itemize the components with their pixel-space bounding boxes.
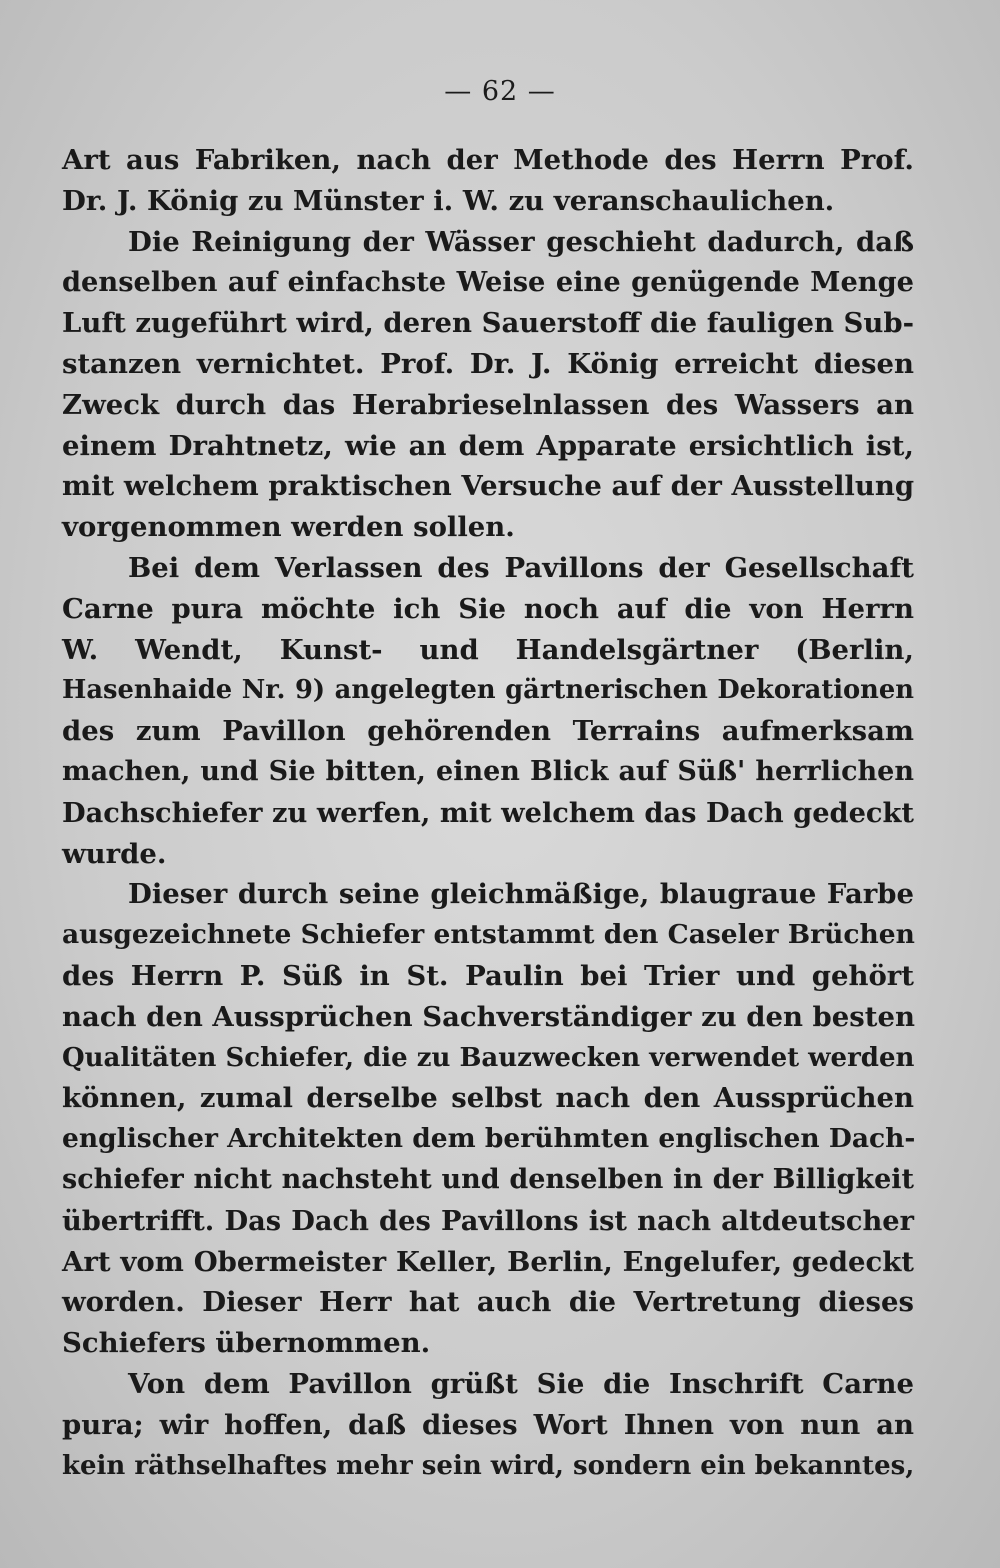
- text-line: vorgenommen werden sollen.: [62, 511, 515, 544]
- text-line: Die Reinigung der Wässer geschieht dadurch, daß: [128, 225, 914, 258]
- text-line: kein räthselhaftes mehr sein wird, sondern ein bekanntes,: [62, 1450, 915, 1481]
- text-line: des Herrn P. Süß in St. Paulin bei Trier und gehört: [62, 959, 914, 992]
- paragraph: [62, 140, 914, 222]
- paragraph: [62, 1364, 914, 1486]
- text-line: mit welchem praktischen Versuche auf der Ausstellung: [62, 470, 915, 503]
- text-line: machen, und Sie bitten, einen Blick auf Süß' herrlichen: [62, 755, 914, 787]
- text-line: Schiefers übernommen.: [62, 1327, 431, 1360]
- body-text: [62, 140, 914, 1486]
- text-line: denselben auf einfachste Weise eine genügende Menge: [62, 266, 914, 299]
- text-line: ausgezeichnete Schiefer entstammt den Caseler Brüchen: [62, 919, 915, 951]
- text-line: Luft zugeführt wird, deren Sauerstoff die fauligen Sub-: [62, 307, 915, 340]
- text-line: Dr. J. König zu Münster i. W. zu veranschaulichen.: [62, 184, 835, 217]
- paragraph: [62, 222, 914, 548]
- text-line: W. Wendt, Kunst- und Handelsgärtner (Berlin,: [62, 633, 914, 666]
- text-line: Art vom Obermeister Keller, Berlin, Engelufer, gedeckt: [62, 1245, 914, 1278]
- text-line: Hasenhaide Nr. 9) angelegten gärtnerischen Dekorationen: [62, 675, 914, 706]
- text-line: einem Drahtnetz, wie an dem Apparate ersichtlich ist,: [62, 429, 914, 462]
- paragraph: [62, 874, 914, 1364]
- text-line: übertrifft. Das Dach des Pavillons ist nach altdeutscher: [62, 1204, 914, 1237]
- text-line: Zweck durch das Herabrieselnlassen des Wassers an: [62, 388, 914, 421]
- text-line: können, zumal derselbe selbst nach den Aussprüchen: [62, 1082, 914, 1115]
- text-line: Art aus Fabriken, nach der Methode des Herrn Prof.: [62, 144, 914, 176]
- text-line: Carne pura möchte ich Sie noch auf die von Herrn: [62, 592, 914, 625]
- text-line: des zum Pavillon gehörenden Terrains aufmerksam: [62, 715, 914, 748]
- text-line: Dieser durch seine gleichmäßige, blaugraue Farbe: [128, 878, 914, 911]
- text-line: englischer Architekten dem berühmten englischen Dach-: [62, 1123, 916, 1155]
- text-line: nach den Aussprüchen Sachverständiger zu den besten: [62, 1000, 915, 1033]
- text-line: Von dem Pavillon grüßt Sie die Inschrift Carne: [128, 1367, 914, 1400]
- text-line: Qualitäten Schiefer, die zu Bauzwecken verwendet werden: [62, 1042, 915, 1073]
- text-line: wurde.: [62, 837, 167, 870]
- paragraph: [62, 548, 914, 874]
- page-number: — 62 —: [444, 76, 556, 107]
- text-line: Dachschiefer zu werfen, mit welchem das Dach gedeckt: [62, 796, 914, 829]
- text-line: stanzen vernichtet. Prof. Dr. J. König erreicht diesen: [62, 347, 914, 380]
- text-line: pura; wir hoffen, daß dieses Wort Ihnen von nun an: [62, 1408, 914, 1441]
- text-line: worden. Dieser Herr hat auch die Vertretung dieses: [62, 1286, 914, 1319]
- text-line: schiefer nicht nachsteht und denselben in der Billigkeit: [62, 1163, 914, 1195]
- text-line: Bei dem Verlassen des Pavillons der Gesellschaft: [128, 551, 914, 584]
